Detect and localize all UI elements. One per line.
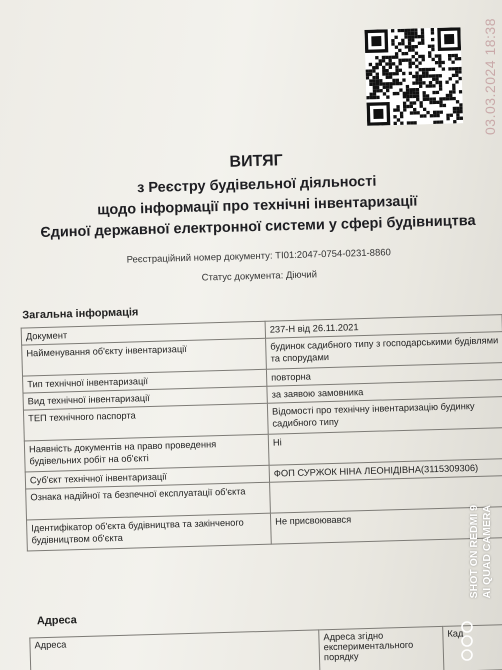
row-label: Суб'єкт технічної інвентаризації bbox=[25, 465, 269, 489]
subtitle-line-2: щодо інформації про технічні інвентаризації bbox=[97, 193, 418, 219]
address-table bbox=[29, 624, 502, 670]
camera-watermark bbox=[468, 505, 494, 598]
general-info-table bbox=[21, 314, 502, 551]
subtitle-line-3: Єдиної державної електронної системи у сфері будівництва bbox=[40, 212, 476, 242]
row-label: Найменування об'єкту інвентаризації bbox=[22, 338, 267, 376]
column-header: Кад bbox=[443, 625, 502, 670]
qr-code-icon bbox=[364, 27, 463, 126]
subtitle-line-1: з Реєстру будівельної діяльності bbox=[136, 173, 377, 197]
camera-watermark-line-1: SHOT ON REDMI 9 bbox=[468, 505, 480, 599]
general-info-heading: Загальна інформація bbox=[22, 306, 139, 322]
row-value: за заявою замовника bbox=[267, 380, 502, 404]
registration-number: Реєстраційний номер документу: ТІ01:2047-0754-0231-8860 bbox=[126, 247, 392, 266]
document-status: Статус документа: Діючий bbox=[201, 269, 318, 284]
column-header: Адреса згідно експериментального порядку bbox=[319, 626, 444, 670]
row-label: Наявність документів на право проведення будівельних робіт на об'єкті bbox=[24, 434, 269, 472]
address-heading: Адреса bbox=[36, 614, 78, 628]
row-value: повторна bbox=[266, 363, 502, 387]
camera-lens-icon bbox=[460, 620, 474, 662]
document-title: ВИТЯГ bbox=[229, 152, 283, 171]
photo-timestamp: 03.03.2024 18:38 bbox=[482, 18, 498, 135]
row-value: 237-Н від 26.11.2021 bbox=[265, 315, 502, 339]
row-label: ТЕП технічного паспорта bbox=[23, 403, 268, 441]
row-label: Ознака надійної та безпечної експлуатації об'єкта bbox=[26, 482, 271, 520]
camera-watermark-line-2: AI QUAD CAMERA bbox=[481, 505, 493, 599]
row-label: Документ bbox=[21, 321, 265, 345]
row-value: ФОП СУРЖОК НІНА ЛЕОНІДІВНА(3115309306) bbox=[269, 459, 502, 483]
row-value: Ні bbox=[268, 428, 502, 466]
row-label: Тип технічної інвентаризації bbox=[23, 369, 267, 393]
row-label: Ідентифікатор об'єкта будівництва та закінченого будівництвом об'єкта bbox=[27, 513, 272, 551]
row-label: Вид технічної інвентаризації bbox=[23, 386, 267, 410]
document-sheet bbox=[2, 4, 502, 670]
column-header: Адреса bbox=[30, 630, 320, 670]
table-row bbox=[30, 625, 502, 670]
row-value: будинок садибного типу з господарськими будівлями та спорудами bbox=[266, 332, 502, 370]
row-value: Відомості про технічну інвентаризацію будинку садибного типу bbox=[267, 397, 502, 435]
document-heading bbox=[6, 146, 502, 245]
row-value: Не присвоювався bbox=[270, 507, 502, 545]
